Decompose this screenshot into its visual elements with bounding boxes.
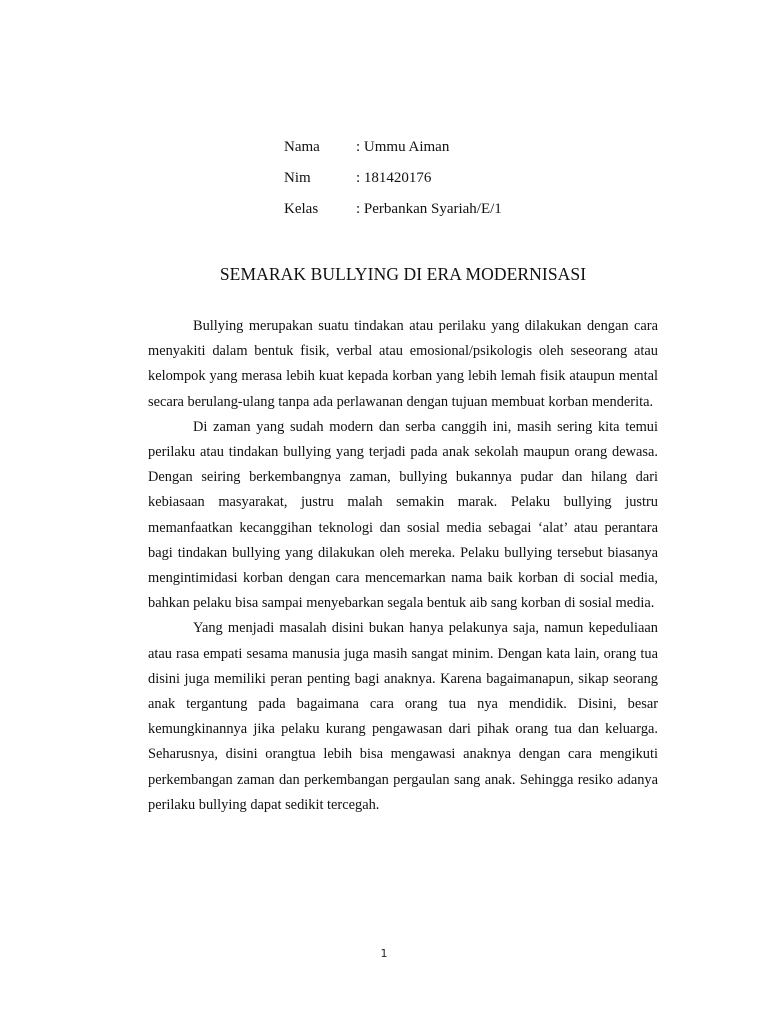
info-value-kelas: : Perbankan Syariah/E/1 bbox=[356, 201, 502, 217]
info-row-nama bbox=[284, 137, 684, 168]
info-value-nama: : Ummu Aiman bbox=[356, 139, 450, 155]
info-row-nim bbox=[284, 168, 684, 199]
info-label-kelas: Kelas bbox=[284, 201, 319, 217]
info-label-nama: Nama bbox=[284, 139, 320, 155]
page-number: 1 bbox=[380, 947, 388, 960]
info-value-nim: : 181420176 bbox=[356, 170, 432, 186]
paragraph-3: Yang menjadi masalah disini bukan hanya pelakunya saja, namun kepeduliaan atau rasa empati sesama manusia juga masih sangat minim. Dengan kata lain, orang tua disini juga memiliki peran penting bagi anaknya. Karena bagaimanapun, sikap seorang anak tergantung pada bagaimana cara orang tua nya mendidik. Disini, besar kemungkinannya jika pelaku kurang pengawasan dari pihak orang tua dan keluarga. Seharusnya, disini orangtua lebih bisa mengawasi anaknya dengan cara mengikuti perkembangan zaman dan perkembangan pergaulan sang anak. Sehingga resiko adanya perilaku bullying dapat sedikit tercegah. bbox=[148, 620, 658, 813]
paragraph-1: Bullying merupakan suatu tindakan atau perilaku yang dilakukan dengan cara menyakiti dalam bentuk fisik, verbal atau emosional/psikologis oleh seseorang atau kelompok yang merasa lebih kuat kepada korban yang lebih lemah fisik ataupun mental secara berulang-ulang tanpa ada perlawanan dengan tujuan membuat korban menderita. bbox=[148, 318, 658, 410]
document-body bbox=[148, 314, 658, 818]
paragraph-2: Di zaman yang sudah modern dan serba canggih ini, masih sering kita temui perilaku atau tindakan bullying yang terjadi pada anak sekolah maupun orang dewasa. Dengan seiring berkembangnya zaman, bullying bukannya pudar dan hilang dari kebiasaan masyarakat, justru malah semakin marak. Pelaku bullying justru memanfaatkan kecanggihan teknologi dan sosial media sebagai ‘alat’ atau perantara bagi tindakan bullying yang dilakukan oleh mereka. Pelaku bullying tersebut biasanya mengintimidasi korban dengan cara mencemarkan nama baik korban di social media, bahkan pelaku bisa sampai menyebarkan segala bentuk aib sang korban di sosial media. bbox=[148, 418, 658, 612]
student-info-block bbox=[284, 137, 684, 230]
info-row-kelas bbox=[284, 199, 684, 230]
info-label-nim: Nim bbox=[284, 170, 311, 186]
document-title: SEMARAK BULLYING DI ERA MODERNISASI bbox=[219, 264, 587, 284]
